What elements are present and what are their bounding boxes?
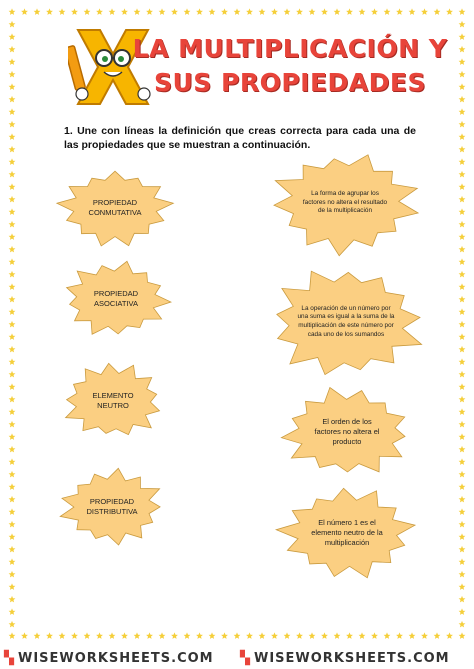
property-label: PROPIEDAD ASOCIATIVA xyxy=(93,289,139,308)
border-star xyxy=(71,632,78,639)
border-star xyxy=(459,196,466,203)
border-star xyxy=(459,396,466,403)
border-star xyxy=(9,233,16,240)
border-star xyxy=(459,508,466,515)
border-star xyxy=(9,396,16,403)
border-star xyxy=(459,558,466,565)
watermark-left-text: WISEWORKSHEETS.COM xyxy=(18,651,214,666)
border-star xyxy=(9,446,16,453)
border-star xyxy=(96,8,103,15)
border-star xyxy=(259,632,266,639)
border-star xyxy=(459,121,466,128)
border-star xyxy=(9,58,16,65)
border-star xyxy=(9,346,16,353)
border-star xyxy=(9,383,16,390)
border-star xyxy=(9,308,16,315)
page-title-line-1: LA MULTIPLICACIÓN Y xyxy=(132,34,448,63)
border-star xyxy=(459,108,466,115)
border-star xyxy=(146,8,153,15)
property-label: ELEMENTO NEUTRO xyxy=(92,391,134,410)
border-star xyxy=(9,46,16,53)
border-star xyxy=(459,383,466,390)
border-star xyxy=(321,632,328,639)
watermark-right-text: WISEWORKSHEETS.COM xyxy=(254,651,450,666)
border-star xyxy=(9,371,16,378)
wiseworksheets-logo-icon: ▚ xyxy=(4,651,15,666)
border-star xyxy=(9,246,16,253)
border-star xyxy=(34,8,41,15)
border-star xyxy=(9,521,16,528)
border-star xyxy=(459,371,466,378)
definition-text: El número 1 es el elemento neutro de la multiplicación xyxy=(311,518,383,547)
border-star xyxy=(459,308,466,315)
border-star xyxy=(234,8,241,15)
border-star xyxy=(371,632,378,639)
border-star xyxy=(271,8,278,15)
border-star xyxy=(246,8,253,15)
border-star xyxy=(9,8,16,15)
property-burst-distributiva[interactable] xyxy=(56,466,168,548)
border-star xyxy=(184,632,191,639)
border-star xyxy=(9,283,16,290)
border-star xyxy=(459,296,466,303)
border-star xyxy=(334,632,341,639)
border-star xyxy=(459,571,466,578)
border-star xyxy=(9,458,16,465)
instructions-text: 1. Une con líneas la definición que creas correcta para cada una de las propiedades que se muestran a continuación. xyxy=(64,125,416,151)
border-star xyxy=(346,8,353,15)
border-star xyxy=(171,8,178,15)
border-star xyxy=(459,333,466,340)
border-star xyxy=(196,632,203,639)
border-star xyxy=(9,221,16,228)
border-star xyxy=(9,471,16,478)
border-star xyxy=(459,433,466,440)
border-star xyxy=(71,8,78,15)
border-star xyxy=(9,171,16,178)
border-star xyxy=(459,458,466,465)
border-star xyxy=(296,632,303,639)
border-star xyxy=(184,8,191,15)
border-star xyxy=(434,632,441,639)
definition-burst-neutro[interactable] xyxy=(274,484,420,582)
border-star xyxy=(9,421,16,428)
border-star xyxy=(459,171,466,178)
border-star xyxy=(9,83,16,90)
border-star xyxy=(9,158,16,165)
border-star xyxy=(9,196,16,203)
border-star xyxy=(9,271,16,278)
border-star xyxy=(9,571,16,578)
border-star xyxy=(84,632,91,639)
border-star xyxy=(121,8,128,15)
border-star xyxy=(159,632,166,639)
border-star xyxy=(221,632,228,639)
border-star xyxy=(459,271,466,278)
border-star xyxy=(459,221,466,228)
border-star xyxy=(34,632,41,639)
border-star xyxy=(459,421,466,428)
border-star xyxy=(459,483,466,490)
border-star xyxy=(209,632,216,639)
border-star xyxy=(446,632,453,639)
border-star xyxy=(284,632,291,639)
border-star xyxy=(9,133,16,140)
border-star xyxy=(109,632,116,639)
border-star xyxy=(459,533,466,540)
page-title-line-2: SUS PROPIEDADES xyxy=(154,68,426,97)
border-star xyxy=(446,8,453,15)
border-star xyxy=(9,333,16,340)
border-star xyxy=(9,33,16,40)
definition-text: La operación de un número por una suma es igual a la suma de la multiplicación de este número por cada uno de los sumandos xyxy=(297,304,395,338)
border-star xyxy=(9,546,16,553)
border-star xyxy=(171,632,178,639)
watermark-right xyxy=(240,651,450,666)
border-star xyxy=(9,96,16,103)
border-star xyxy=(209,8,216,15)
border-star xyxy=(459,133,466,140)
border-star xyxy=(59,632,66,639)
border-star xyxy=(9,121,16,128)
border-star xyxy=(9,483,16,490)
border-star xyxy=(246,632,253,639)
definition-text: El orden de los factores no altera el producto xyxy=(314,417,380,446)
border-star xyxy=(9,208,16,215)
border-star xyxy=(46,8,53,15)
border-star xyxy=(309,8,316,15)
border-star xyxy=(196,8,203,15)
border-star xyxy=(346,632,353,639)
border-star xyxy=(384,8,391,15)
border-star xyxy=(259,8,266,15)
border-star xyxy=(421,632,428,639)
border-star xyxy=(9,496,16,503)
border-star xyxy=(459,233,466,240)
property-burst-conmutativa[interactable] xyxy=(54,166,176,250)
border-star xyxy=(384,632,391,639)
border-star xyxy=(84,8,91,15)
border-star xyxy=(59,8,66,15)
border-star xyxy=(459,146,466,153)
border-star xyxy=(459,608,466,615)
border-star xyxy=(221,8,228,15)
border-star xyxy=(21,8,28,15)
border-star xyxy=(296,8,303,15)
border-star xyxy=(96,632,103,639)
border-star xyxy=(459,8,466,15)
border-star xyxy=(459,583,466,590)
border-star xyxy=(9,596,16,603)
definition-burst-distributiva[interactable] xyxy=(262,262,430,382)
border-star xyxy=(9,608,16,615)
border-star xyxy=(9,358,16,365)
border-star xyxy=(459,521,466,528)
border-star xyxy=(9,583,16,590)
border-star xyxy=(396,8,403,15)
border-star xyxy=(9,258,16,265)
border-star xyxy=(459,183,466,190)
border-star xyxy=(459,358,466,365)
border-star xyxy=(434,8,441,15)
watermark-left xyxy=(4,651,214,666)
border-star xyxy=(421,8,428,15)
border-star xyxy=(9,296,16,303)
border-star xyxy=(9,621,16,628)
border-star xyxy=(109,8,116,15)
border-star xyxy=(284,8,291,15)
border-star xyxy=(459,546,466,553)
definition-text: La forma de agrupar los factores no altera el resultado de la multiplicación xyxy=(302,190,388,215)
border-star xyxy=(459,408,466,415)
border-star xyxy=(9,321,16,328)
property-burst-neutro[interactable] xyxy=(58,360,168,442)
border-star xyxy=(459,246,466,253)
border-star xyxy=(134,8,141,15)
border-star xyxy=(459,21,466,28)
border-star xyxy=(9,21,16,28)
border-star xyxy=(9,558,16,565)
border-star xyxy=(146,632,153,639)
property-label: PROPIEDAD CONMUTATIVA xyxy=(88,198,142,217)
border-star xyxy=(371,8,378,15)
border-star xyxy=(459,258,466,265)
property-label: PROPIEDAD DISTRIBUTIVA xyxy=(86,497,138,516)
border-star xyxy=(459,496,466,503)
border-star xyxy=(9,533,16,540)
border-star xyxy=(459,208,466,215)
border-star xyxy=(459,346,466,353)
border-star xyxy=(459,321,466,328)
border-star xyxy=(309,632,316,639)
border-star xyxy=(234,632,241,639)
border-star xyxy=(9,71,16,78)
border-star xyxy=(459,283,466,290)
border-star xyxy=(9,146,16,153)
border-star xyxy=(9,433,16,440)
border-star xyxy=(9,632,16,639)
border-star xyxy=(459,158,466,165)
border-star xyxy=(359,632,366,639)
border-star xyxy=(409,632,416,639)
border-star xyxy=(271,632,278,639)
border-star xyxy=(409,8,416,15)
wiseworksheets-logo-icon: ▚ xyxy=(240,651,251,666)
border-star xyxy=(459,621,466,628)
border-star xyxy=(9,508,16,515)
border-star xyxy=(359,8,366,15)
border-star xyxy=(396,632,403,639)
border-star xyxy=(321,8,328,15)
definition-burst-agrupar[interactable] xyxy=(266,148,424,258)
border-star xyxy=(9,183,16,190)
property-burst-asociativa[interactable] xyxy=(58,258,174,340)
border-star xyxy=(21,632,28,639)
border-star xyxy=(134,632,141,639)
border-star xyxy=(459,596,466,603)
border-star xyxy=(121,632,128,639)
border-star xyxy=(9,108,16,115)
border-star xyxy=(159,8,166,15)
border-star xyxy=(459,471,466,478)
border-star xyxy=(46,632,53,639)
border-star xyxy=(459,446,466,453)
border-star xyxy=(334,8,341,15)
definition-burst-orden[interactable] xyxy=(276,384,418,480)
border-star xyxy=(9,408,16,415)
border-star xyxy=(459,632,466,639)
